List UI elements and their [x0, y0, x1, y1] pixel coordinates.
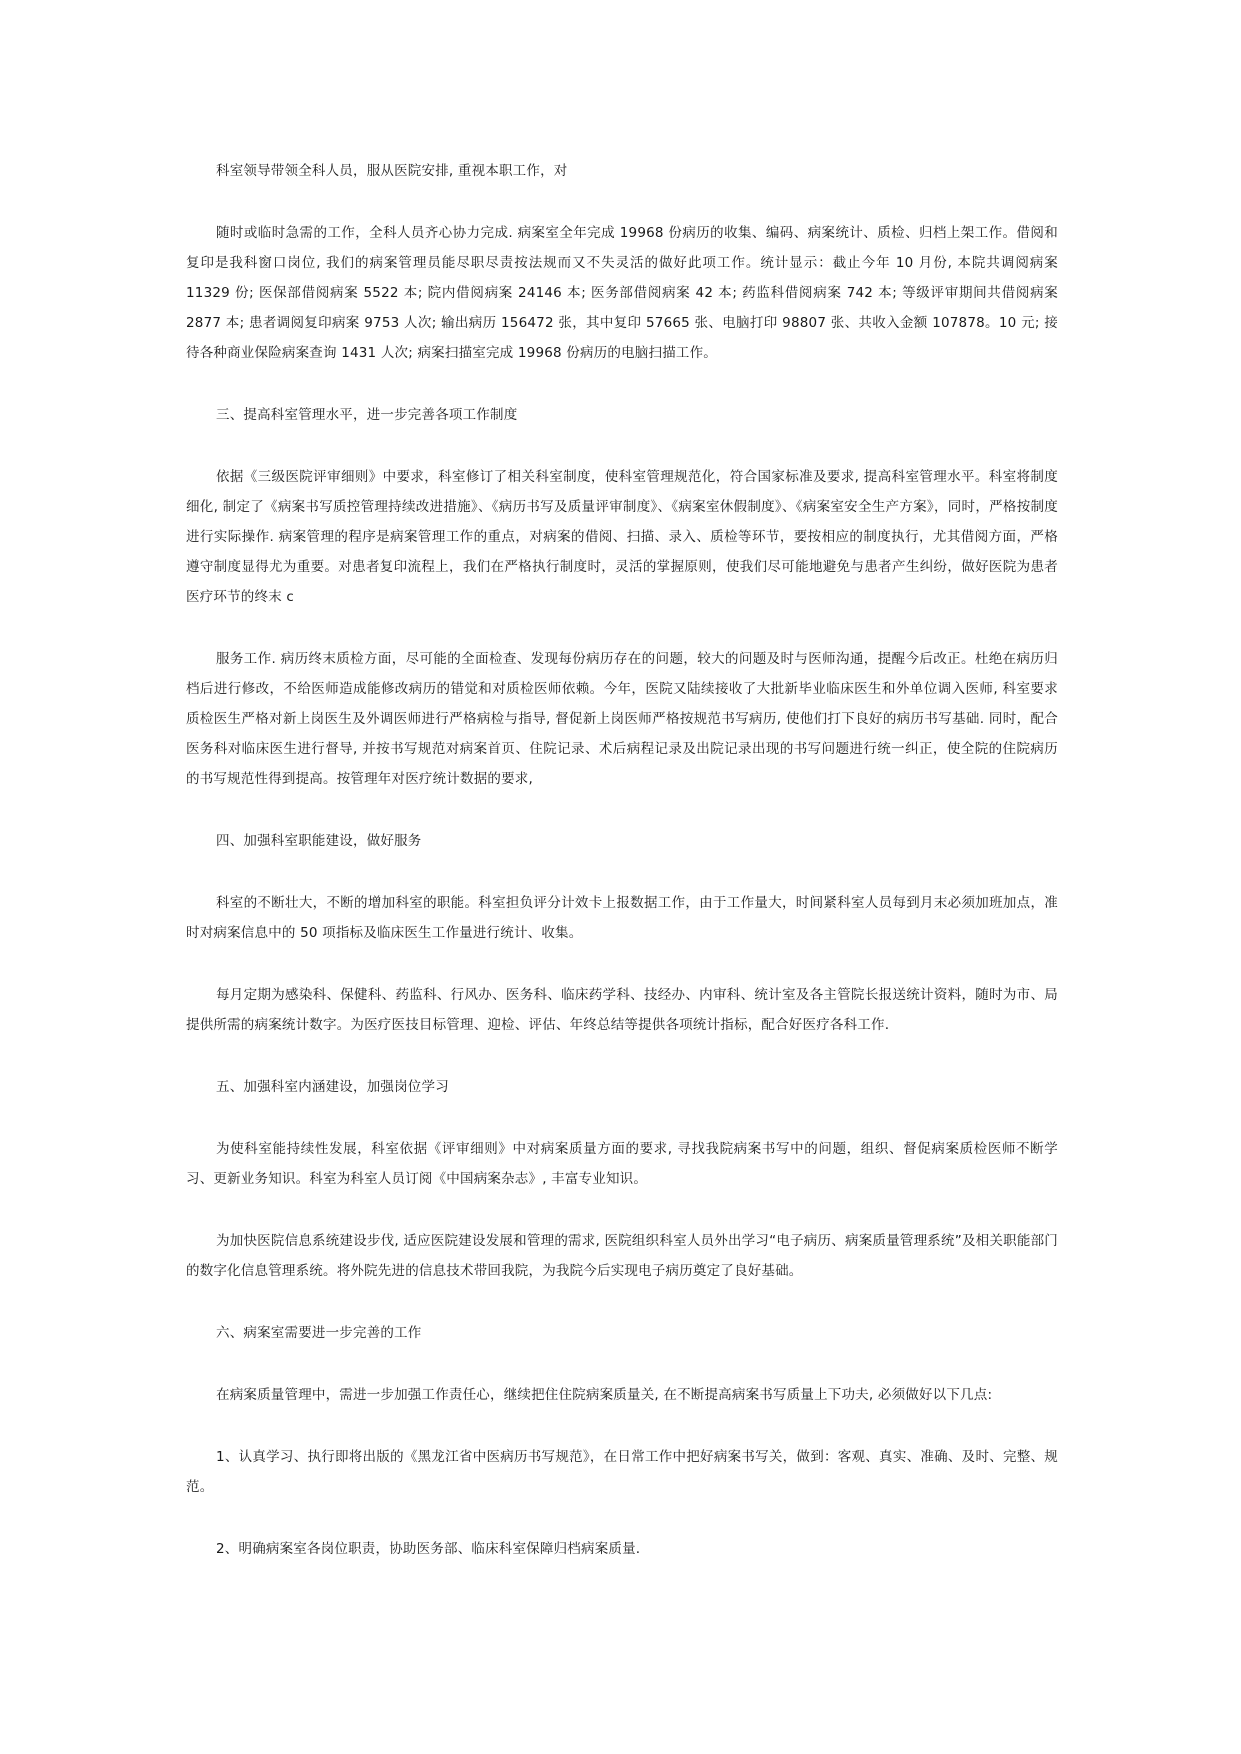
section-heading-6: 六、病案室需要进一步完善的工作 [216, 1325, 422, 1341]
paragraph-regulations: 依据《三级医院评审细则》中要求，科室修订了相关科室制度，使科室管理规范化，符合国家标准及要求, 提高科室管理水平。科室将制度细化, 制定了《病案书写质控管理持续改进措施》、《病历书写及质量评审制度》、《病案室休假制度》、《病案室安全生产方案》，同时，严格按制度进行实际操作. 病案管理的程序是病案管理工作的重点，对病案的借阅、扫描、录入、质检等环节，要按相应的制度执行，尤其借阅方面，严格遵守制度显得尤为重要。对患者复印流程上，我们在严格执行制度时，灵活的掌握原则，使我们尽可能地避免与患者产生纠纷，做好医院为患者医疗环节的终末 c [186, 469, 1058, 605]
document-body [186, 156, 1058, 1596]
section-heading-3: 三、提高科室管理水平，进一步完善各项工作制度 [216, 407, 518, 423]
paragraph-monthly-reports: 每月定期为感染科、保健科、药监科、行风办、医务科、临床药学科、技经办、内审科、统计室及各主管院长报送统计资料，随时为市、局提供所需的病案统计数字。为医疗医技目标管理、迎检、评估、年终总结等提供各项统计指标，配合好医疗各科工作. [186, 987, 1058, 1033]
paragraph-intro: 科室领导带领全科人员，服从医院安排, 重视本职工作，对 [216, 163, 568, 179]
section-heading-4: 四、加强科室职能建设，做好服务 [216, 833, 422, 849]
paragraph-information-system: 为加快医院信息系统建设步伐, 适应医院建设发展和管理的需求, 医院组织科室人员外出学习“电子病历、病案质量管理系统”及相关职能部门的数字化信息管理系统。将外院先进的信息技术带回我院，为我院今后实现电子病历奠定了良好基础。 [186, 1233, 1058, 1279]
paragraph-quality-management: 在病案质量管理中，需进一步加强工作责任心，继续把住住院病案质量关, 在不断提高病案书写质量上下功夫, 必须做好以下几点: [216, 1387, 993, 1403]
list-item-2: 2、明确病案室各岗位职责，协助医务部、临床科室保障归档病案质量. [216, 1541, 641, 1557]
list-item-1: 1、认真学习、执行即将出版的《黑龙江省中医病历书写规范》，在日常工作中把好病案书写关，做到：客观、真实、准确、及时、完整、规范。 [186, 1449, 1058, 1495]
paragraph-department-functions: 科室的不断壮大，不断的增加科室的职能。科室担负评分计效卡上报数据工作，由于工作量大，时间紧科室人员每到月末必须加班加点，准时对病案信息中的 50 项指标及临床医生工作量进行统计、收集。 [186, 895, 1058, 941]
paragraph-medical-records-stats: 随时或临时急需的工作，全科人员齐心协力完成. 病案室全年完成 19968 份病历的收集、编码、病案统计、质检、归档上架工作。借阅和复印是我科窗口岗位, 我们的病案管理员能尽职尽责按法规而又不失灵活的做好此项工作。统计显示：截止今年 10 月份, 本院共调阅病案 11329 份; 医保部借阅病案 5522 本; 院内借阅病案 24146 本; 医务部借阅病案 42 本; 药监科借阅病案 742 本; 等级评审期间共借阅病案 2877 本; 患者调阅复印病案 9753 人次; 输出病历 156472 张，其中复印 57665 张、电脑打印 98807 张、共收入金额 107878。10 元; 接待各种商业保险病案查询 1431 人次; 病案扫描室完成 19968 份病历的电脑扫描工作。 [186, 225, 1058, 361]
paragraph-learning: 为使科室能持续性发展，科室依据《评审细则》中对病案质量方面的要求, 寻找我院病案书写中的问题，组织、督促病案质检医师不断学习、更新业务知识。科室为科室人员订阅《中国病案杂志》, 丰富专业知识。 [186, 1141, 1058, 1187]
paragraph-quality-inspection: 服务工作. 病历终末质检方面，尽可能的全面检查、发现每份病历存在的问题，较大的问题及时与医师沟通，提醒今后改正。杜绝在病历归档后进行修改，不给医师造成能修改病历的错觉和对质检医师依赖。今年，医院又陆续接收了大批新毕业临床医生和外单位调入医师, 科室要求质检医生严格对新上岗医生及外调医师进行严格病检与指导, 督促新上岗医师严格按规范书写病历, 使他们打下良好的病历书写基础. 同时，配合医务科对临床医生进行督导, 并按书写规范对病案首页、住院记录、术后病程记录及出院记录出现的书写问题进行统一纠正，使全院的住院病历的书写规范性得到提高。按管理年对医疗统计数据的要求, [186, 651, 1058, 787]
section-heading-5: 五、加强科室内涵建设，加强岗位学习 [216, 1079, 449, 1095]
